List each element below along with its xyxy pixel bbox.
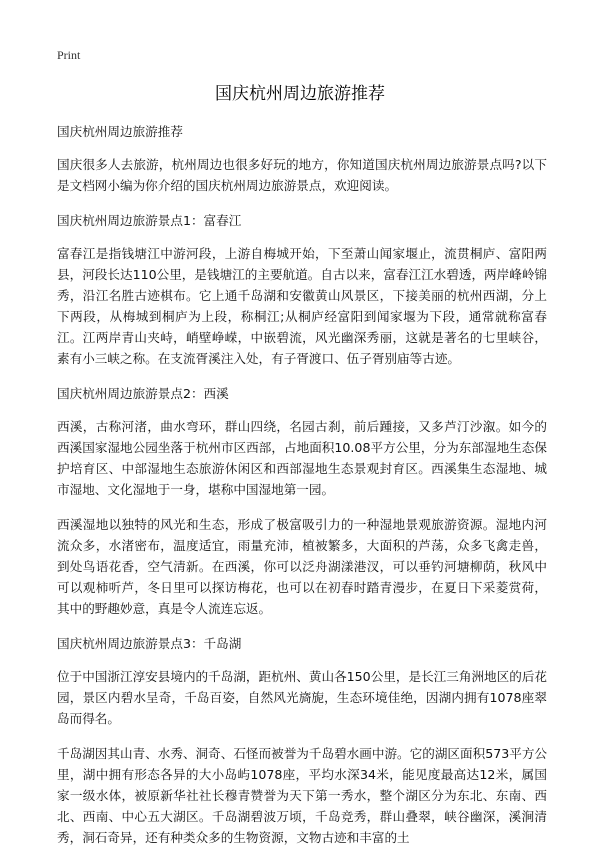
body-paragraph: 西溪湿地以独特的风光和生态，形成了极富吸引力的一种湿地景观旅游资源。湿地内河流众多，水渚密布，温度适宜，雨量充沛，植被繁多，大面积的芦荡，众多飞禽走兽，到处鸟语花香，空气清新。在西溪，你可以泛舟湖漾港汊，可以垂钓河塘柳荫，秋风中可以观柿听芦，冬日里可以探访梅花，也可以在初春时踏青漫步，在夏日下采菱赏荷，其中的野趣妙意，真是令人流连忘返。 [57, 517, 547, 616]
section-heading: 国庆杭州周边旅游景点1：富春江 [57, 213, 242, 228]
section-heading: 国庆杭州周边旅游景点3：千岛湖 [57, 636, 242, 651]
body-paragraph: 国庆很多人去旅游，杭州周边也很多好玩的地方，你知道国庆杭州周边旅游景点吗?以下是文档网小编为你介绍的国庆杭州周边旅游景点，欢迎阅读。 [57, 157, 547, 193]
section-heading: 国庆杭州周边旅游推荐 [57, 124, 183, 139]
print-link[interactable]: Print [57, 48, 81, 62]
body-paragraph: 位于中国浙江淳安县境内的千岛湖，距杭州、黄山各150公里，是长江三角洲地区的后花园，景区内碧水呈奇，千岛百姿，自然风光旖旎，生态环境佳绝，因湖内拥有1078座翠岛而得名。 [57, 669, 548, 726]
body-paragraph: 西溪，古称河渚，曲水弯环，群山四绕，名园古刹，前后踵接，又多芦汀沙溆。如今的西溪国家湿地公园坐落于杭州市区西部，占地面积10.08平方公里，分为东部湿地生态保护培育区、中部湿地生态旅游休闲区和西部湿地生态景观封育区。西溪集生态湿地、城市湿地、文化湿地于一身，堪称中国湿地第一园。 [57, 419, 547, 497]
section-heading: 国庆杭州周边旅游景点2：西溪 [57, 386, 229, 401]
body-paragraph: 富春江是指钱塘江中游河段，上游自梅城开始，下至萧山闻家堰止，流贯桐庐、富阳两县，河段长达110公里，是钱塘江的主要航道。自古以来，富春江江水碧透，两岸峰岭锦秀，沿江名胜古迹棋布。它上通千岛湖和安徽黄山风景区，下接美丽的杭州西湖，分上下两段，从梅城到桐庐为上段，称桐江;从桐庐经富阳到闻家堰为下段，通常就称富春江。江两岸青山夹峙，峭壁峥嵘，中嵌碧流，风光幽深秀丽，这就是著名的七里峡谷，素有小三峡之称。在支流胥溪注入处，有子胥渡口、伍子胥别庙等古迹。 [57, 246, 548, 366]
page-title: 国庆杭州周边旅游推荐 [215, 84, 385, 104]
body-paragraph: 千岛湖因其山青、水秀、洞奇、石怪而被誉为千岛碧水画中游。它的湖区面积573平方公里，湖中拥有形态各异的大小岛屿1078座，平均水深34米，能见度最高达12米，属国家一级水体，被原新华社社长穆青赞誉为天下第一秀水，整个湖区分为东北、东南、西北、西南、中心五大湖区。千岛湖碧波万顷，千岛竞秀，群山叠翠，峡谷幽深，溪涧清秀，洞石奇异，还有种类众多的生物资源，文物古迹和丰富的土 [57, 746, 548, 845]
article-body [57, 121, 547, 862]
